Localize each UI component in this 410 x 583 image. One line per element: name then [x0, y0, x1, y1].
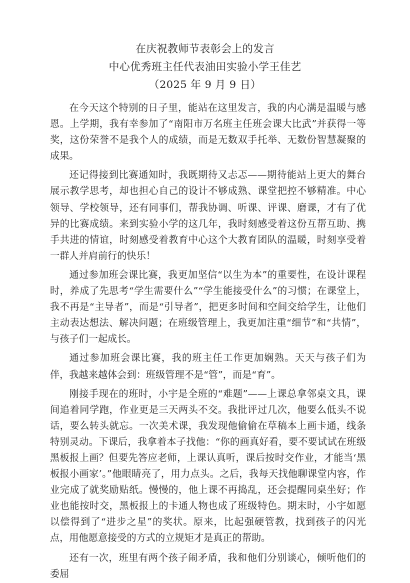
- paragraph-class-management: 通过参加班会课比赛，我的班主任工作更加娴熟。天天与孩子们为伴，我越来越体会到：班级管理不是“管”，而是“育”。: [50, 353, 366, 381]
- paragraph-opening: 在今天这个特别的日子里，能站在这里发言，我的内心满是温暖与感恩。上学期，我有幸参加了“南阳市万名班主任班会课大比武”并获得一等奖，这份荣誉不是我个人的成绩，而是无数双手托举、无数份智慧凝聚的成果。: [50, 103, 366, 163]
- paragraph-xiaoyu-story: 刚接手现在的班时，小宇是全班的“难题”——上课总拿邻桌文具，课间追着同学跑，作业更是三天两头不交。我批评过几次，他要么低头不说话，要么转头就忘。一次美术课，我发现他偷偷在草稿本上画卡通，线条特别灵动。下课后，我拿着本子找他：“你的画真好看，要不要试试在班级黑板报上画？但要先答应老师，上课认真听，课后按时交作业，才能当‘黑板报小画家’。”他眼睛亮了，用力点头。之后，我每天找他聊课堂内容，作业完成了就奖励贴纸。慢慢的，他上课不再捣乱，还会提醒同桌坐好；作业也能按时交，黑板报上的卡通人物也成了班级特色。期末时，小宇如愿以偿得到了“进步之星”的奖状。原来，比起强硬管教，找到孩子的闪光点，用他愿意接受的方式的立规矩才是真正的帮助。: [50, 388, 366, 545]
- paragraph-student-centered: 通过参加班会课比赛，我更加坚信“以生为本”的重要性，在设计课程时，养成了先思考“学生需要什么”“学生能接受什么”的习惯；在课堂上，我不再是“主导者”，而是“引导者”，把更多时间和空间交给学生，让他们主动表达想法、解决问题；在班级管理上，我更加注重“细节”和“共情”，与孩子们一起成长。: [50, 269, 366, 346]
- paragraph-preparation: 还记得接到比赛通知时，我既期待又忐忑——期待能站上更大的舞台展示教学思考，却也担心自己的设计不够成熟、课堂把控不够精准。中心领导、学校领导，还有同事们，帮我协调、听课、评课、磨课，才有了优异的比赛成绩。来到实验小学的这几年，我时刻感受着这份互帮互助、携手共进的情谊，时刻感受着教育中心这个大教育团队的温暖，时刻享受着一群人并肩前行的快乐！: [50, 170, 366, 262]
- document-header: [0, 40, 410, 94]
- speech-title: 在庆祝教师节表彰会上的发言: [135, 43, 275, 55]
- speaker-line: 中心优秀班主任代表油田实验小学王佳艺: [108, 61, 302, 73]
- paragraph-conflict-story: 还有一次，班里有两个孩子闹矛盾，我和他们分别谈心，倾听他们的委屈: [50, 552, 366, 580]
- speech-date: （2025 年 9 月 9 日）: [148, 79, 262, 91]
- document-body: [50, 101, 366, 583]
